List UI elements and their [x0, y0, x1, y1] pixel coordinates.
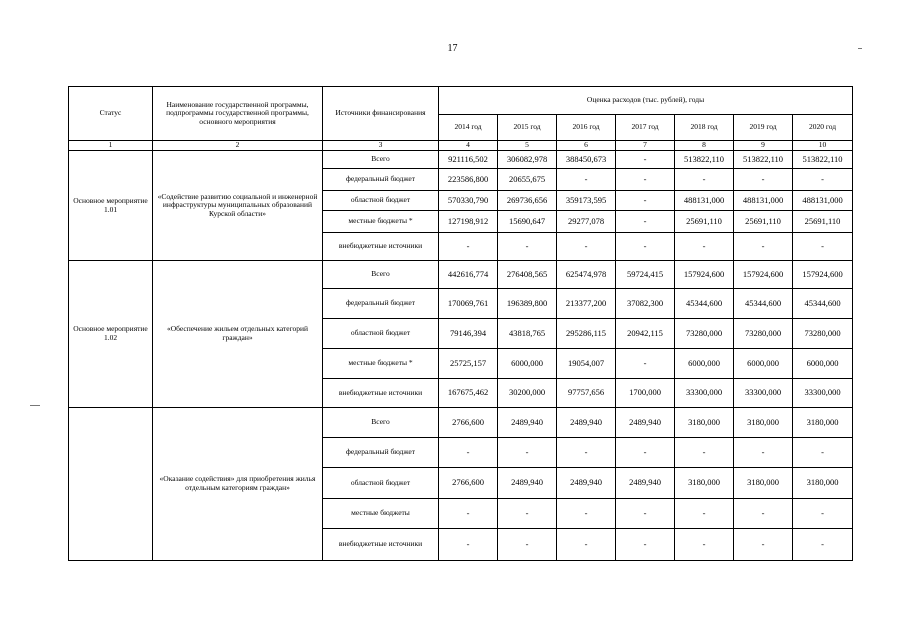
value-cell: 127198,912 [439, 211, 498, 233]
status-cell: Основное мероприятие 1.02 [69, 261, 153, 408]
header-year: 2019 год [734, 115, 793, 141]
value-cell: 2489,940 [557, 408, 616, 438]
column-number: 3 [323, 141, 439, 151]
value-cell: 3180,000 [793, 408, 853, 438]
header-year: 2016 год [557, 115, 616, 141]
value-cell: 37082,300 [616, 289, 675, 319]
value-cell: 513822,110 [793, 151, 853, 169]
value-cell: - [498, 499, 557, 529]
value-cell: 157924,600 [675, 261, 734, 289]
table-row [69, 261, 853, 289]
value-cell: 6000,000 [675, 349, 734, 379]
scan-mark [30, 405, 40, 406]
value-cell: - [616, 211, 675, 233]
funding-source-cell: местные бюджеты * [323, 211, 439, 233]
budget-table [68, 86, 853, 561]
value-cell: 170069,761 [439, 289, 498, 319]
value-cell: - [734, 169, 793, 191]
value-cell: - [557, 233, 616, 261]
value-cell: - [793, 499, 853, 529]
column-number: 6 [557, 141, 616, 151]
value-cell: 3180,000 [793, 468, 853, 499]
value-cell: 33300,000 [734, 379, 793, 408]
value-cell: - [793, 529, 853, 561]
column-number: 7 [616, 141, 675, 151]
value-cell: - [616, 233, 675, 261]
value-cell: 3180,000 [734, 468, 793, 499]
funding-source-cell: внебюджетные источники [323, 379, 439, 408]
column-number: 8 [675, 141, 734, 151]
table-row [69, 408, 853, 438]
program-name-cell: «Обеспечение жильем отдельных категорий граждан» [153, 261, 323, 408]
value-cell: - [793, 169, 853, 191]
column-number: 2 [153, 141, 323, 151]
value-cell: - [498, 233, 557, 261]
value-cell: - [557, 529, 616, 561]
column-number: 9 [734, 141, 793, 151]
value-cell: 20942,115 [616, 319, 675, 349]
value-cell: - [675, 169, 734, 191]
funding-source-cell: областной бюджет [323, 319, 439, 349]
value-cell: 15690,647 [498, 211, 557, 233]
value-cell: 25691,110 [734, 211, 793, 233]
value-cell: 45344,600 [793, 289, 853, 319]
funding-source-cell: Всего [323, 261, 439, 289]
value-cell: 2766,600 [439, 468, 498, 499]
header-name: Наименование государственной программы, подпрограммы государственной программы, основного мероприятия [153, 87, 323, 141]
value-cell: 2766,600 [439, 408, 498, 438]
value-cell: 19054,007 [557, 349, 616, 379]
table-row [69, 151, 853, 169]
value-cell: - [616, 349, 675, 379]
value-cell: - [616, 529, 675, 561]
value-cell: 513822,110 [675, 151, 734, 169]
header-year: 2017 год [616, 115, 675, 141]
value-cell: - [616, 499, 675, 529]
value-cell: 3180,000 [675, 408, 734, 438]
column-numbers-row [69, 141, 853, 151]
value-cell: - [557, 169, 616, 191]
value-cell: - [793, 438, 853, 468]
value-cell: 79146,394 [439, 319, 498, 349]
funding-source-cell: внебюджетные источники [323, 233, 439, 261]
value-cell: 73280,000 [675, 319, 734, 349]
value-cell: - [734, 233, 793, 261]
value-cell: 2489,940 [616, 468, 675, 499]
value-cell: 3180,000 [675, 468, 734, 499]
value-cell: 97757,656 [557, 379, 616, 408]
value-cell: 6000,000 [498, 349, 557, 379]
header-estimate: Оценка расходов (тыс. рублей), годы [439, 87, 853, 115]
funding-source-cell: Всего [323, 151, 439, 169]
value-cell: 196389,800 [498, 289, 557, 319]
value-cell: 25725,157 [439, 349, 498, 379]
value-cell: 73280,000 [793, 319, 853, 349]
value-cell: 73280,000 [734, 319, 793, 349]
value-cell: - [734, 438, 793, 468]
funding-source-cell: областной бюджет [323, 191, 439, 211]
value-cell: 570330,790 [439, 191, 498, 211]
value-cell: - [557, 499, 616, 529]
value-cell: 625474,978 [557, 261, 616, 289]
funding-source-cell: внебюджетные источники [323, 529, 439, 561]
value-cell: - [675, 529, 734, 561]
value-cell: - [439, 499, 498, 529]
value-cell: 45344,600 [734, 289, 793, 319]
value-cell: 45344,600 [675, 289, 734, 319]
value-cell: - [734, 529, 793, 561]
value-cell: - [557, 438, 616, 468]
funding-source-cell: федеральный бюджет [323, 289, 439, 319]
column-number: 5 [498, 141, 557, 151]
value-cell: 488131,000 [793, 191, 853, 211]
program-name-cell: «Содействие развитию социальной и инженерной инфраструктуры муниципальных образований Курской области» [153, 151, 323, 261]
header-row [69, 87, 853, 115]
value-cell: 213377,200 [557, 289, 616, 319]
funding-source-cell: Всего [323, 408, 439, 438]
status-cell [69, 408, 153, 561]
value-cell: 43818,765 [498, 319, 557, 349]
value-cell: - [734, 499, 793, 529]
header-year: 2018 год [675, 115, 734, 141]
value-cell: - [439, 233, 498, 261]
value-cell: 306082,978 [498, 151, 557, 169]
header-year: 2020 год [793, 115, 853, 141]
value-cell: 488131,000 [675, 191, 734, 211]
program-name-cell: «Оказание содействия» для приобретения жилья отдельным категориям граждан» [153, 408, 323, 561]
value-cell: 3180,000 [734, 408, 793, 438]
value-cell: - [675, 233, 734, 261]
value-cell: 295286,115 [557, 319, 616, 349]
table-body [69, 87, 853, 561]
value-cell: 20655,675 [498, 169, 557, 191]
value-cell: 359173,595 [557, 191, 616, 211]
value-cell: - [616, 151, 675, 169]
value-cell: - [793, 233, 853, 261]
value-cell: 2489,940 [616, 408, 675, 438]
funding-source-cell: федеральный бюджет [323, 438, 439, 468]
value-cell: 6000,000 [734, 349, 793, 379]
value-cell: - [498, 529, 557, 561]
column-number: 4 [439, 141, 498, 151]
value-cell: 223586,800 [439, 169, 498, 191]
value-cell: - [616, 438, 675, 468]
value-cell: - [439, 438, 498, 468]
value-cell: 29277,078 [557, 211, 616, 233]
scan-mark [858, 48, 862, 49]
value-cell: 59724,415 [616, 261, 675, 289]
value-cell: 388450,673 [557, 151, 616, 169]
header-source: Источники финансирования [323, 87, 439, 141]
value-cell: 442616,774 [439, 261, 498, 289]
value-cell: 513822,110 [734, 151, 793, 169]
column-number: 10 [793, 141, 853, 151]
value-cell: - [675, 499, 734, 529]
value-cell: - [616, 169, 675, 191]
header-year: 2015 год [498, 115, 557, 141]
value-cell: - [675, 438, 734, 468]
value-cell: 276408,565 [498, 261, 557, 289]
value-cell: 30200,000 [498, 379, 557, 408]
value-cell: 6000,000 [793, 349, 853, 379]
value-cell: 2489,940 [557, 468, 616, 499]
value-cell: 269736,656 [498, 191, 557, 211]
funding-source-cell: областной бюджет [323, 468, 439, 499]
value-cell: 25691,110 [675, 211, 734, 233]
value-cell: 157924,600 [793, 261, 853, 289]
funding-source-cell: федеральный бюджет [323, 169, 439, 191]
value-cell: 25691,110 [793, 211, 853, 233]
value-cell: 33300,000 [675, 379, 734, 408]
funding-source-cell: местные бюджеты [323, 499, 439, 529]
value-cell: 1700,000 [616, 379, 675, 408]
value-cell: 33300,000 [793, 379, 853, 408]
value-cell: - [498, 438, 557, 468]
value-cell: 2489,940 [498, 468, 557, 499]
value-cell: 921116,502 [439, 151, 498, 169]
status-cell: Основное мероприятие 1.01 [69, 151, 153, 261]
value-cell: 488131,000 [734, 191, 793, 211]
value-cell: - [439, 529, 498, 561]
header-year: 2014 год [439, 115, 498, 141]
value-cell: 167675,462 [439, 379, 498, 408]
value-cell: 157924,600 [734, 261, 793, 289]
column-number: 1 [69, 141, 153, 151]
page-number: 17 [447, 43, 458, 54]
value-cell: - [616, 191, 675, 211]
header-status: Статус [69, 87, 153, 141]
value-cell: 2489,940 [498, 408, 557, 438]
funding-source-cell: местные бюджеты * [323, 349, 439, 379]
